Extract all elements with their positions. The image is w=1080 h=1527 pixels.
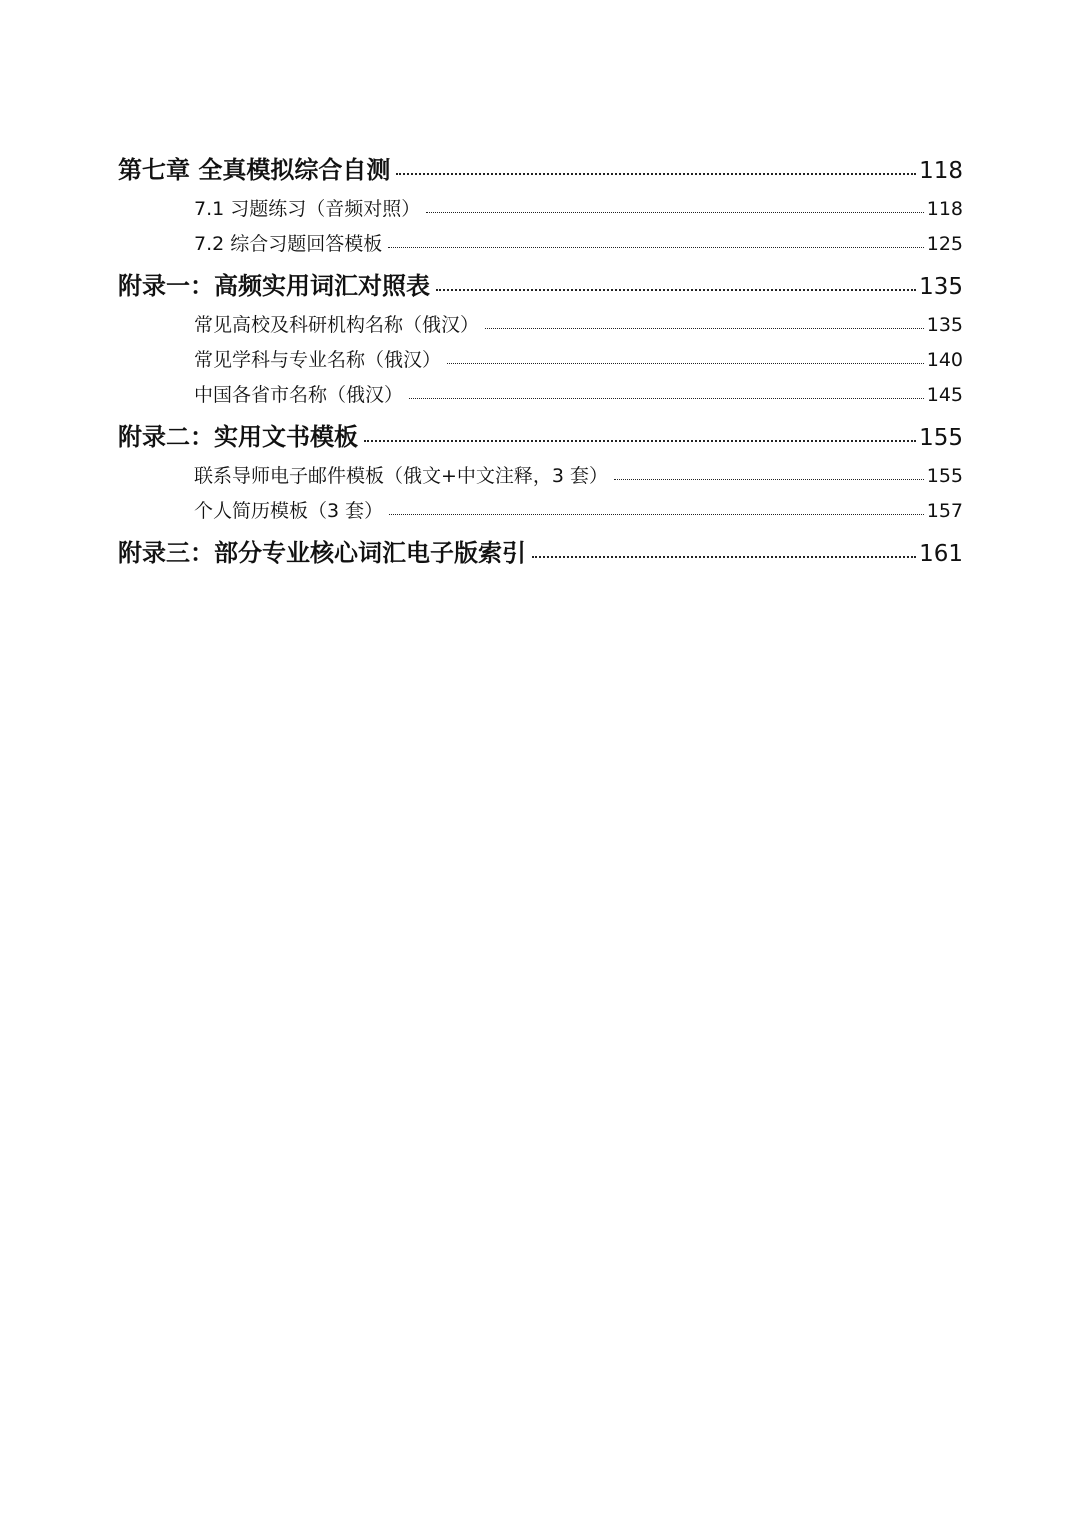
dot-leader bbox=[426, 196, 923, 215]
toc-entry-page: 157 bbox=[926, 500, 963, 522]
toc-entry-disciplines[interactable] bbox=[118, 343, 963, 378]
dot-leader bbox=[436, 270, 916, 294]
toc-entry-title: 中国各省市名称（俄汉） bbox=[194, 384, 404, 406]
toc-entry-appendix-1[interactable] bbox=[118, 264, 963, 308]
toc-entry-title: 附录一：高频实用词汇对照表 bbox=[118, 272, 430, 300]
toc-entry-page: 140 bbox=[926, 349, 963, 371]
toc-entry-universities[interactable] bbox=[118, 308, 963, 343]
dot-leader bbox=[447, 347, 924, 366]
toc-entry-title: 附录三：部分专业核心词汇电子版索引 bbox=[118, 539, 526, 567]
dot-leader bbox=[409, 382, 924, 401]
toc-entry-page: 118 bbox=[919, 158, 963, 184]
toc-entry-title: 7.2 综合习题回答模板 bbox=[194, 233, 383, 255]
toc-entry-page: 155 bbox=[919, 425, 963, 451]
toc-entry-resume-templates[interactable] bbox=[118, 494, 963, 529]
table-of-contents bbox=[118, 146, 963, 575]
toc-entry-appendix-2[interactable] bbox=[118, 415, 963, 459]
toc-entry-title: 联系导师电子邮件模板（俄文+中文注释，3 套） bbox=[194, 465, 609, 487]
toc-entry-page: 155 bbox=[926, 465, 963, 487]
dot-leader bbox=[389, 498, 924, 517]
toc-entry-title: 常见学科与专业名称（俄汉） bbox=[194, 349, 442, 371]
dot-leader bbox=[364, 421, 916, 445]
toc-entry-provinces[interactable] bbox=[118, 378, 963, 413]
toc-entry-section-7-1[interactable] bbox=[118, 192, 963, 227]
dot-leader bbox=[614, 463, 924, 482]
toc-entry-appendix-3[interactable] bbox=[118, 531, 963, 575]
dot-leader bbox=[532, 537, 916, 561]
toc-entry-title: 第七章 全真模拟综合自测 bbox=[118, 156, 391, 184]
toc-entry-page: 135 bbox=[926, 314, 963, 336]
toc-entry-title: 常见高校及科研机构名称（俄汉） bbox=[194, 314, 480, 336]
toc-entry-page: 161 bbox=[919, 541, 963, 567]
dot-leader bbox=[388, 231, 923, 250]
toc-entry-email-templates[interactable] bbox=[118, 459, 963, 494]
dot-leader bbox=[396, 154, 916, 178]
toc-entry-chapter-7[interactable] bbox=[118, 148, 963, 192]
toc-entry-title: 附录二：实用文书模板 bbox=[118, 423, 358, 451]
toc-entry-page: 145 bbox=[926, 384, 963, 406]
toc-entry-page: 118 bbox=[926, 198, 963, 220]
toc-entry-section-7-2[interactable] bbox=[118, 227, 963, 262]
toc-entry-title: 7.1 习题练习（音频对照） bbox=[194, 198, 421, 220]
toc-entry-page: 135 bbox=[919, 274, 963, 300]
toc-entry-title: 个人简历模板（3 套） bbox=[194, 500, 384, 522]
dot-leader bbox=[485, 312, 924, 331]
toc-entry-page: 125 bbox=[926, 233, 963, 255]
